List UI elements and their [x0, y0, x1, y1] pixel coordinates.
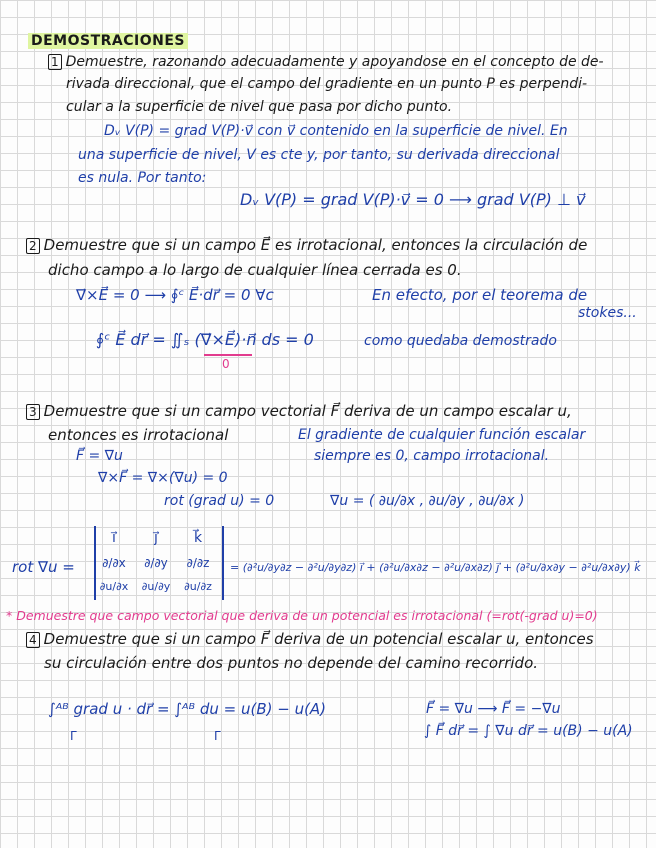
problem-3-line-2: ∇×F⃗ = ∇×(∇u) = 0 — [98, 470, 228, 486]
problem-2-note: En efecto, por el teorema de — [372, 286, 588, 304]
problem-3-note: El gradiente de cualquier función escalar — [298, 427, 586, 443]
problem-number-4: 4 — [26, 632, 40, 648]
problem-4-side-line-1: F⃗ = ∇u ⟶ F⃗ = −∇u — [426, 701, 561, 717]
problem-number-2: 2 — [26, 238, 40, 254]
path-gamma-1: Γ — [70, 729, 77, 743]
rot-label: rot ∇u = — [12, 558, 75, 576]
matrix-cell: ∂u/∂y — [141, 580, 171, 593]
matrix-cell: i⃗ — [112, 530, 116, 546]
underbrace — [204, 354, 252, 356]
problem-1-statement-line-2: rivada direccional, que el campo del gradiente en un punto P es perpendi- — [66, 76, 588, 92]
problem-1-statement-line-3: cular a la superficie de nivel que pasa por dicho punto. — [66, 99, 453, 115]
problem-2-note-continued: stokes... — [578, 305, 637, 321]
problem-2-statement-line-2: dicho campo a lo largo de cualquier línea cerrada es 0. — [48, 261, 462, 279]
path-gamma-2: Γ — [214, 729, 221, 743]
underbrace-zero: 0 — [222, 357, 230, 371]
problem-1-proof-line-2: una superficie de nivel, V es cte y, por tanto, su derivada direccional — [78, 147, 560, 163]
determinant-bar-right — [222, 526, 224, 600]
problem-2-equation: ∇⃗×E⃗ = 0 ⟶ ∮ᶜ E⃗·dr⃗ = 0 ∀c — [76, 286, 274, 304]
matrix-cell: k⃗ — [193, 530, 203, 546]
problem-4-statement-line-2: su circulación entre dos puntos no depende del camino recorrido. — [44, 654, 539, 672]
problem-1-proof-line-3: es nula. Por tanto: — [78, 170, 207, 186]
matrix-cell: ∂/∂y — [144, 556, 168, 570]
problem-1-statement-line-1: 1 Demuestre, razonando adecuadamente y apoyandose en el concepto de de- — [48, 54, 604, 70]
problem-3-statement-line-2: entonces es irrotacional — [48, 426, 229, 444]
rot-expansion: = (∂²u/∂y∂z − ∂²u/∂y∂z) i⃗ + (∂²u/∂x∂z − ∂²u/∂x∂z) j⃗ + (∂²u/∂x∂y − ∂²u/∂x∂y) k⃗ — [230, 561, 641, 574]
problem-1-proof-line-1: Dᵥ V(P) = grad V(P)·v⃗ con v⃗ contenido en la superficie de nivel. En — [104, 123, 568, 139]
matrix-cell: ∂u/∂x — [99, 580, 129, 593]
problem-2-stokes-equation: ∮ᶜ E⃗ dr⃗ = ∬ₛ (∇⃗×E⃗)·n⃗ ds = 0 — [96, 330, 314, 349]
gradient-definition: ∇u = ( ∂u/∂x , ∂u/∂y , ∂u/∂x ) — [330, 493, 525, 509]
problem-3-note-continued: siempre es 0, campo irrotacional. — [314, 448, 550, 464]
matrix-cell: j⃗ — [154, 530, 158, 546]
matrix-cell: ∂/∂z — [186, 556, 210, 570]
problem-1-result: Dᵥ V(P) = grad V(P)·v⃗ = 0 ⟶ grad V(P) ⊥ v⃗ — [240, 190, 586, 209]
pink-note: * Demuestre que campo vectorial que deriva de un potencial es irrotacional (=rot(-grad u)=0) — [6, 608, 598, 623]
page-title: DEMOSTRACIONES — [28, 33, 188, 49]
problem-number-1: 1 — [48, 54, 62, 70]
matrix-cell: ∂u/∂z — [184, 580, 212, 593]
problem-4-statement-line-1: 4 Demuestre que si un campo F⃗ deriva de un potencial escalar u, entonces — [26, 632, 594, 648]
problem-4-side-line-2: ∫ F⃗ dr⃗ = ∫ ∇u dr⃗ = u(B) − u(A) — [424, 723, 633, 739]
problem-2-conclusion: como quedaba demostrado — [364, 333, 557, 349]
matrix-cell: ∂/∂x — [102, 556, 126, 570]
problem-3-line-1: F⃗ = ∇u — [76, 448, 123, 464]
problem-number-3: 3 — [26, 404, 40, 420]
problem-3-line-3: rot (grad u) = 0 — [164, 493, 275, 509]
problem-2-statement-line-1: 2 Demuestre que si un campo E⃗ es irrotacional, entonces la circulación de — [26, 238, 587, 254]
problem-4-integral: ∫ᴬᴮ grad u · dr⃗ = ∫ᴬᴮ du = u(B) − u(A) — [48, 700, 327, 718]
problem-3-statement-line-1: 3 Demuestre que si un campo vectorial F⃗ deriva de un campo escalar u, — [26, 404, 572, 420]
